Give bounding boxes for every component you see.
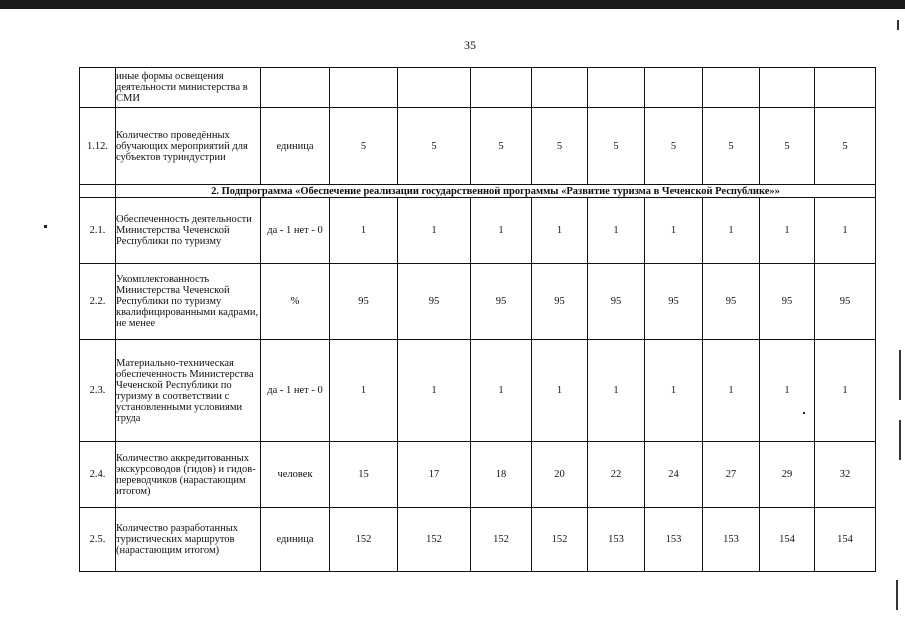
indicator-name: Количество аккредитованных экскурсоводов (гидов) и гидов-переводчиков (нарастающим итогом): [116, 442, 261, 508]
unit-cell: единица: [261, 108, 330, 185]
row-number: 2.3.: [80, 340, 116, 442]
value-cell: 17: [398, 442, 471, 508]
value-cell: [703, 68, 760, 108]
value-cell: 152: [398, 508, 471, 572]
indicators-table: [79, 67, 876, 572]
scan-mark: [44, 225, 47, 228]
table-row: [80, 264, 876, 340]
value-cell: [471, 68, 532, 108]
value-cell: 95: [703, 264, 760, 340]
value-cell: 5: [588, 108, 645, 185]
subprogram-header-row: [80, 185, 876, 198]
unit-cell: %: [261, 264, 330, 340]
value-cell: 1: [532, 198, 588, 264]
value-cell: [760, 68, 815, 108]
row-number: 2.1.: [80, 198, 116, 264]
value-cell: 5: [532, 108, 588, 185]
indicator-name: Количество проведённых обучающих мероприятий для субъектов туриндустрии: [116, 108, 261, 185]
value-cell: 32: [815, 442, 876, 508]
empty-number-cell: [80, 185, 116, 198]
scan-edge-line: [899, 350, 901, 400]
value-cell: 5: [760, 108, 815, 185]
scan-edge-line: [896, 580, 898, 610]
unit-cell: да - 1 нет - 0: [261, 198, 330, 264]
value-cell: 153: [588, 508, 645, 572]
unit-cell: [261, 68, 330, 108]
value-cell: 1: [760, 340, 815, 442]
value-cell: 1: [703, 198, 760, 264]
value-cell: [398, 68, 471, 108]
value-cell: 95: [398, 264, 471, 340]
row-number: 2.2.: [80, 264, 116, 340]
indicator-name: Укомплектованность Министерства Чеченской Республики по туризму квалифицированными кадрами, не менее: [116, 264, 261, 340]
value-cell: 1: [398, 340, 471, 442]
indicator-name: иные формы освещения деятельности министерства в СМИ: [116, 68, 261, 108]
value-cell: 27: [703, 442, 760, 508]
unit-cell: да - 1 нет - 0: [261, 340, 330, 442]
value-cell: 5: [645, 108, 703, 185]
indicator-name: Материально-техническая обеспеченность Министерства Чеченской Республики по туризму в соответствии с установленными условиями труда: [116, 340, 261, 442]
row-number: 1.12.: [80, 108, 116, 185]
table-row: [80, 108, 876, 185]
value-cell: 1: [815, 340, 876, 442]
value-cell: 1: [330, 198, 398, 264]
value-cell: [330, 68, 398, 108]
indicator-name: Количество разработанных туристических маршрутов (нарастающим итогом): [116, 508, 261, 572]
value-cell: 154: [760, 508, 815, 572]
value-cell: 1: [645, 340, 703, 442]
value-cell: 1: [471, 198, 532, 264]
value-cell: 29: [760, 442, 815, 508]
page-number: 35: [464, 38, 476, 52]
value-cell: [645, 68, 703, 108]
unit-cell: единица: [261, 508, 330, 572]
value-cell: 153: [703, 508, 760, 572]
value-cell: 1: [645, 198, 703, 264]
table-row: [80, 442, 876, 508]
value-cell: 1: [471, 340, 532, 442]
scan-top-border: [0, 0, 905, 9]
scan-edge-line: [899, 420, 901, 460]
value-cell: 1: [588, 198, 645, 264]
value-cell: 1: [330, 340, 398, 442]
value-cell: [532, 68, 588, 108]
value-cell: 95: [588, 264, 645, 340]
value-cell: 152: [471, 508, 532, 572]
row-number: 2.4.: [80, 442, 116, 508]
scan-edge-line: [897, 20, 899, 30]
value-cell: 1: [532, 340, 588, 442]
value-cell: [815, 68, 876, 108]
value-cell: 24: [645, 442, 703, 508]
table-row: [80, 198, 876, 264]
value-cell: 95: [532, 264, 588, 340]
table-row: [80, 68, 876, 108]
indicator-name: Обеспеченность деятельности Министерства Чеченской Республики по туризму: [116, 198, 261, 264]
value-cell: 5: [703, 108, 760, 185]
value-cell: 1: [398, 198, 471, 264]
unit-cell: человек: [261, 442, 330, 508]
value-cell: 95: [815, 264, 876, 340]
value-cell: 5: [398, 108, 471, 185]
value-cell: 5: [330, 108, 398, 185]
value-cell: 1: [815, 198, 876, 264]
value-cell: [588, 68, 645, 108]
value-cell: 95: [645, 264, 703, 340]
value-cell: 20: [532, 442, 588, 508]
value-cell: 152: [532, 508, 588, 572]
value-cell: 95: [760, 264, 815, 340]
table-row: [80, 340, 876, 442]
value-cell: 153: [645, 508, 703, 572]
value-cell: 5: [471, 108, 532, 185]
row-number: 2.5.: [80, 508, 116, 572]
value-cell: 152: [330, 508, 398, 572]
value-cell: 18: [471, 442, 532, 508]
value-cell: 15: [330, 442, 398, 508]
value-cell: 95: [471, 264, 532, 340]
value-cell: 1: [760, 198, 815, 264]
value-cell: 5: [815, 108, 876, 185]
value-cell: 95: [330, 264, 398, 340]
value-cell: 154: [815, 508, 876, 572]
value-cell: 1: [588, 340, 645, 442]
subprogram-title: 2. Подпрограмма «Обеспечение реализации государственной программы «Развитие туризма в Чеченской Республике»»: [116, 185, 876, 198]
table-row: [80, 508, 876, 572]
value-cell: 1: [703, 340, 760, 442]
row-number: [80, 68, 116, 108]
value-cell: 22: [588, 442, 645, 508]
